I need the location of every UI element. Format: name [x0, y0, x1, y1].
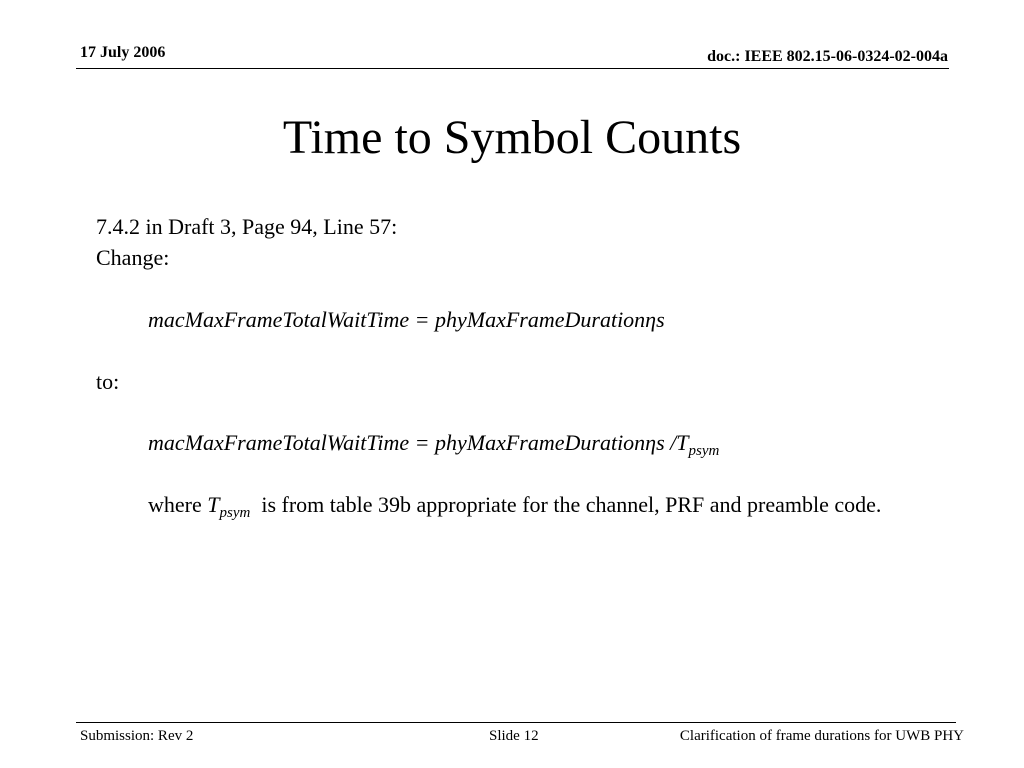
where-description: is from table 39b appropriate for the channel, PRF and preamble code. — [250, 492, 882, 517]
slide-title: Time to Symbol Counts — [282, 111, 742, 164]
where-clause — [148, 490, 948, 523]
change-label: Change: — [96, 245, 170, 270]
equation-revised — [148, 428, 719, 461]
footer-submission: Submission: Rev 2 — [80, 728, 194, 744]
footer-slide-number: Slide 12 — [489, 728, 539, 744]
equation-original: macMaxFrameTotalWaitTime = phyMaxFrameDurationηs — [148, 307, 665, 332]
header-doc-id: doc.: IEEE 802.15-06-0324-02-004a — [707, 48, 948, 65]
where-symbol: T — [207, 492, 220, 517]
footer-topic: Clarification of frame durations for UWB PHY — [679, 728, 964, 744]
reference-line: 7.4.2 in Draft 3, Page 94, Line 57: — [96, 214, 398, 239]
equation-revised-subscript: psym — [688, 443, 720, 459]
to-label: to: — [96, 369, 120, 394]
where-prefix: where — [148, 492, 208, 517]
header-divider — [76, 68, 949, 69]
where-symbol-subscript: psym — [219, 505, 251, 521]
header-date: 17 July 2006 — [80, 44, 166, 61]
equation-revised-main: macMaxFrameTotalWaitTime = phyMaxFrameDurationηs /T — [148, 430, 689, 455]
footer-divider — [76, 722, 956, 723]
